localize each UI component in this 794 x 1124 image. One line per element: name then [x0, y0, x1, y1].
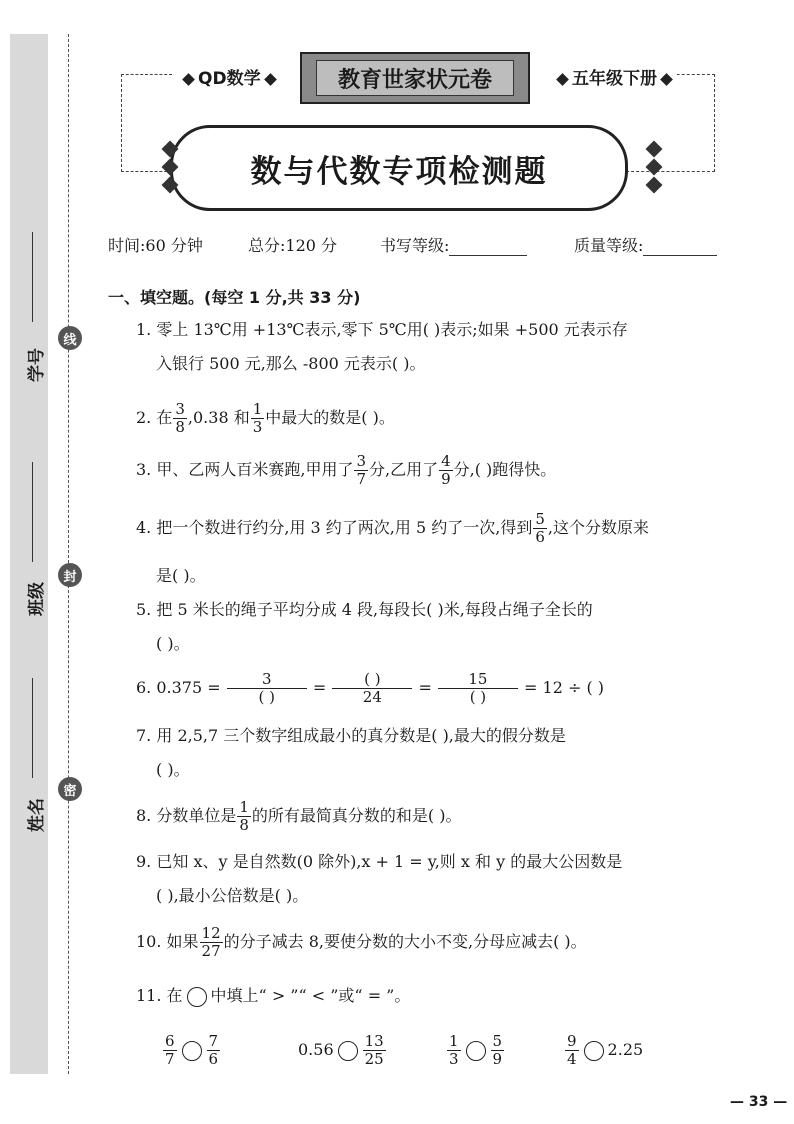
page-number: — 33 —: [730, 1094, 788, 1110]
comparison-2: 0.56 $\frac{13}{25}$: [298, 1032, 384, 1068]
fraction: $\frac{9}{4}$: [567, 1032, 577, 1068]
question-7-line-1: 7. 用 2,5,7 三个数字组成最小的真分数是( ),最大的假分数是: [136, 726, 566, 745]
class-label: 班级: [27, 582, 47, 616]
question-4-line-2: 是( )。: [156, 566, 206, 585]
question-3: 3. 甲、乙两人百米赛跑,甲用了 $\frac{3}{7}$ 分,乙用了 $\frac{4}{9}$ 分,( )跑得快。: [136, 452, 557, 488]
question-11: 11. 在 中填上“ > ”“ < ”或“ = ”。: [136, 986, 411, 1005]
series-title: 教育世家状元卷: [337, 67, 492, 93]
diamond-icon: [556, 73, 569, 86]
student-id-label: 学号: [27, 348, 47, 382]
fraction: $\frac{12}{27}$: [201, 924, 221, 960]
circle-icon: [187, 987, 207, 1007]
compare-circle[interactable]: [466, 1041, 486, 1061]
seal-secret: 密: [58, 777, 82, 801]
question-8: 8. 分数单位是 $\frac{1}{8}$ 的所有最简真分数的和是( )。: [136, 798, 462, 834]
quality-grade-blank[interactable]: [643, 239, 717, 256]
header-frame-left: [121, 74, 172, 172]
series-scroll-banner: [300, 52, 530, 104]
fraction: $\frac{6}{7}$: [165, 1032, 175, 1068]
info-total: 总分:120 分: [248, 236, 338, 255]
student-id-line: [32, 232, 33, 322]
fraction: $\frac{4}{9}$: [441, 452, 451, 488]
class-line: [32, 462, 33, 562]
fraction: $\frac{5}{9}$: [492, 1032, 503, 1068]
diamond-icon: [660, 73, 673, 86]
fraction: $\frac{1}{3}$: [449, 1032, 459, 1068]
question-2: 2. 在 $\frac{3}{8}$ ,0.38 和 $\frac{1}{3}$ 中最大的数是( )。: [136, 400, 395, 436]
seal-seal: 封: [58, 563, 82, 587]
info-time: 时间:60 分钟: [108, 236, 203, 255]
grade-tag: 五年级下册: [552, 64, 677, 89]
question-1-line-2: 入银行 500 元,那么 -800 元表示( )。: [156, 354, 426, 373]
compare-circle[interactable]: [338, 1041, 358, 1061]
question-4-line-1: 4. 把一个数进行约分,用 3 约了两次,用 5 约了一次,得到 $\frac{5}{6}$ ,这个分数原来: [136, 510, 649, 546]
title-banner: [170, 125, 628, 211]
info-writing: 书写等级:: [380, 236, 527, 256]
fraction: $\frac{5}{6}$: [535, 510, 545, 546]
comparison-4: $\frac{9}{4}$ 2.25: [567, 1032, 644, 1068]
fraction: $\frac{3}{8}$: [175, 400, 185, 436]
fraction: $\frac{7}{6}$: [208, 1032, 219, 1068]
question-7-line-2: ( )。: [156, 760, 190, 779]
question-1-line-1: 1. 零上 13℃用 +13℃表示,零下 5℃用( )表示;如果 +500 元表示存: [136, 320, 628, 339]
series-scroll-inner: [316, 60, 514, 96]
question-5-line-1: 5. 把 5 米长的绳子平均分成 4 段,每段长( )米,每段占绳子全长的: [136, 600, 593, 619]
subject-tag: QD数学: [178, 64, 281, 89]
fraction: $\frac{13}{25}$: [364, 1032, 384, 1068]
compare-circle[interactable]: [584, 1041, 604, 1061]
section-title: 一、填空题。(每空 1 分,共 33 分): [108, 288, 361, 307]
question-9-line-1: 9. 已知 x、y 是自然数(0 除外),x + 1 = y,则 x 和 y 的最大公因数是: [136, 852, 623, 871]
fraction: $\frac{1}{3}$: [252, 400, 263, 436]
fraction: $\frac{1}{8}$: [239, 798, 249, 834]
question-10: 10. 如果 $\frac{12}{27}$ 的分子减去 8,要使分数的大小不变,分母应减去( )。: [136, 924, 587, 960]
main-title: 数与代数专项检测题: [250, 153, 548, 190]
comparison-1: [162, 1030, 221, 1070]
question-6: 6. 0.375 = $\frac{3}{( )}$ = $\frac{( )}{24}$ = $\frac{15}{( )}$ = 12 ÷ ( ): [136, 670, 605, 706]
comparison-3: [446, 1030, 505, 1070]
fraction: $\frac{( )}{24}$: [332, 671, 412, 706]
writing-grade-blank[interactable]: [449, 239, 527, 256]
seal-line: 线: [58, 326, 82, 350]
question-9-line-2: ( ),最小公倍数是( )。: [156, 886, 309, 905]
diamond-icon: [264, 73, 277, 86]
cut-line: [68, 34, 69, 1074]
info-quality: 质量等级:: [574, 236, 717, 256]
diamond-icon: [182, 73, 195, 86]
binding-strip: [10, 34, 48, 1074]
question-5-line-2: ( )。: [156, 634, 190, 653]
name-label: 姓名: [27, 798, 47, 832]
compare-circle[interactable]: [182, 1041, 202, 1061]
fraction: $\frac{3}{7}$: [356, 452, 366, 488]
fraction: $\frac{15}{( )}$: [438, 671, 518, 706]
name-line: [32, 678, 33, 778]
fraction: $\frac{3}{( )}$: [227, 671, 307, 706]
diamond-icon: [646, 177, 663, 194]
